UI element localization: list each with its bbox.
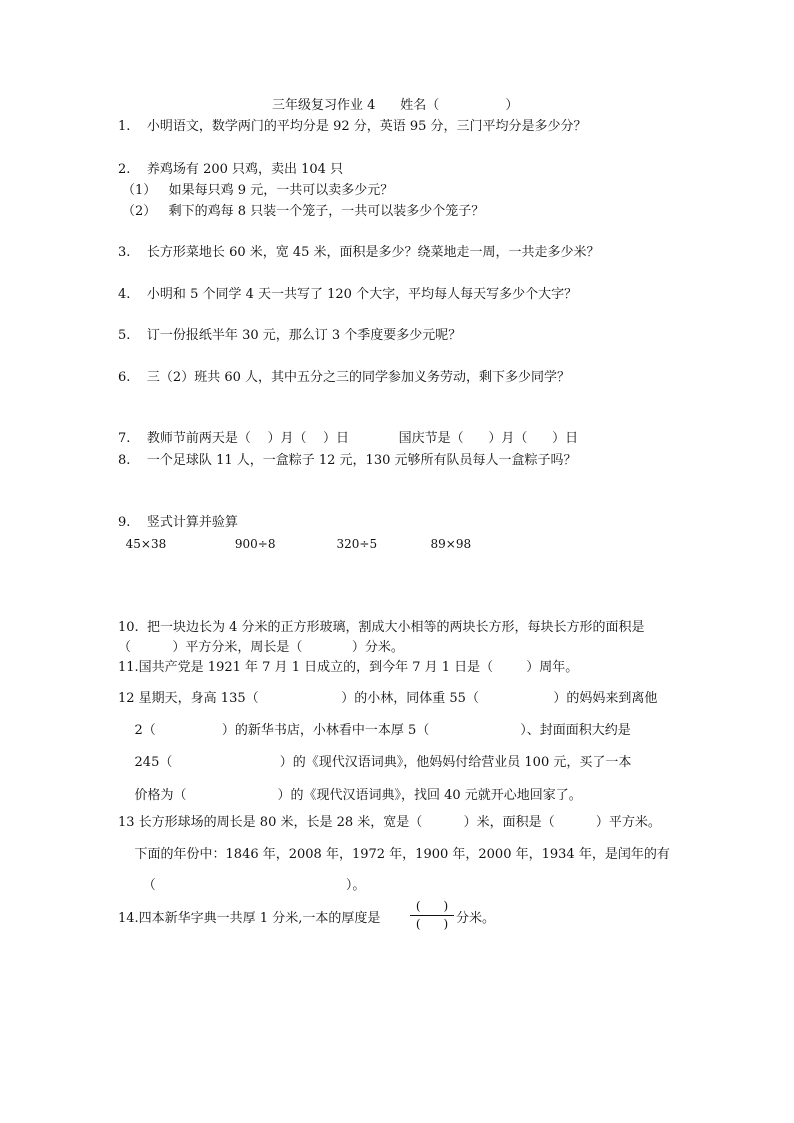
question-12-line-3: 245（ ）的《现代汉语词典》，他妈妈付给营业员 100 元，买了一本 xyxy=(118,755,632,770)
question-13-line-1: 13 长方形球场的周长是 80 米，长是 28 米，宽是（ ）米，面积是（ ）平方米。 xyxy=(118,815,661,830)
question-13-line-3: （ ）。 xyxy=(118,878,366,893)
question-5: 5. 订一份报纸半年 30 元，那么订 3 个季度要多少元呢？ xyxy=(118,328,462,343)
question-11: 11.国共产党是 1921 年 7 月 1 日成立的，到今年 7 月 1 日是（ ）周年。 xyxy=(118,660,579,675)
question-10-line-1: 10. 把一块边长为 4 分米的正方形玻璃，割成大小相等的两块长方形，每块长方形的面积是 xyxy=(118,620,645,635)
question-1: 1. 小明语文，数学两门的平均分是 92 分，英语 95 分，三门平均分是多少分？ xyxy=(118,119,587,134)
question-12-line-4: 价格为（ ）的《现代汉语词典》，找回 40 元就开心地回家了。 xyxy=(118,788,582,803)
question-14-prefix: 14.四本新华字典一共厚 1 分米,一本的厚度是 xyxy=(118,911,381,926)
fraction-blank xyxy=(410,899,454,939)
question-6: 6. 三（2）班共 60 人，其中五分之三的同学参加义务劳动，剩下多少同学？ xyxy=(118,370,571,385)
question-13-line-2: 下面的年份中：1846 年，2008 年，1972 年，1900 年，2000 年，1934 年，是闰年的有 xyxy=(118,847,670,862)
question-14-suffix: 分米。 xyxy=(456,911,496,926)
question-8: 8. 一个足球队 11 人，一盒粽子 12 元，130 元够所有队员每人一盒粽子吗？ xyxy=(118,453,577,468)
question-9: 9. 竖式计算并验算 xyxy=(118,515,238,530)
question-3: 3. 长方形菜地长 60 米，宽 45 米，面积是多少？绕菜地走一周，一共走多少米？ xyxy=(118,245,600,260)
fraction-bar xyxy=(410,915,454,916)
question-7: 7. 教师节前两天是（ ）月（ ）日 国庆节是（ ）月（ ）日 xyxy=(118,431,579,446)
question-9-items: 45×38 900÷8 320÷5 89×98 xyxy=(118,537,472,551)
question-2-part-1: （1） 如果每只鸡 9 元，一共可以卖多少元？ xyxy=(122,183,394,198)
fraction-denominator: ( ) xyxy=(415,917,449,931)
question-4: 4. 小明和 5 个同学 4 天一共写了 120 个大字，平均每人每天写多少个大字？ xyxy=(118,287,578,302)
fraction-numerator: ( ) xyxy=(415,899,449,913)
question-12-line-2: 2（ ）的新华书店，小林看中一本厚 5（ ）、封面面积大约是 xyxy=(118,723,631,738)
question-12-line-1: 12 星期天，身高 135（ ）的小林，同体重 55（ ）的妈妈来到离他 xyxy=(118,691,658,706)
question-2: 2. 养鸡场有 200 只鸡，卖出 104 只 xyxy=(118,162,344,177)
page-title: 三年级复习作业 4 姓名（ ） xyxy=(272,98,519,113)
question-2-part-2: （2） 剩下的鸡每 8 只装一个笼子，一共可以装多少个笼子？ xyxy=(122,204,485,219)
question-10-line-2: （ ）平方分米，周长是（ ）分米。 xyxy=(118,640,404,655)
